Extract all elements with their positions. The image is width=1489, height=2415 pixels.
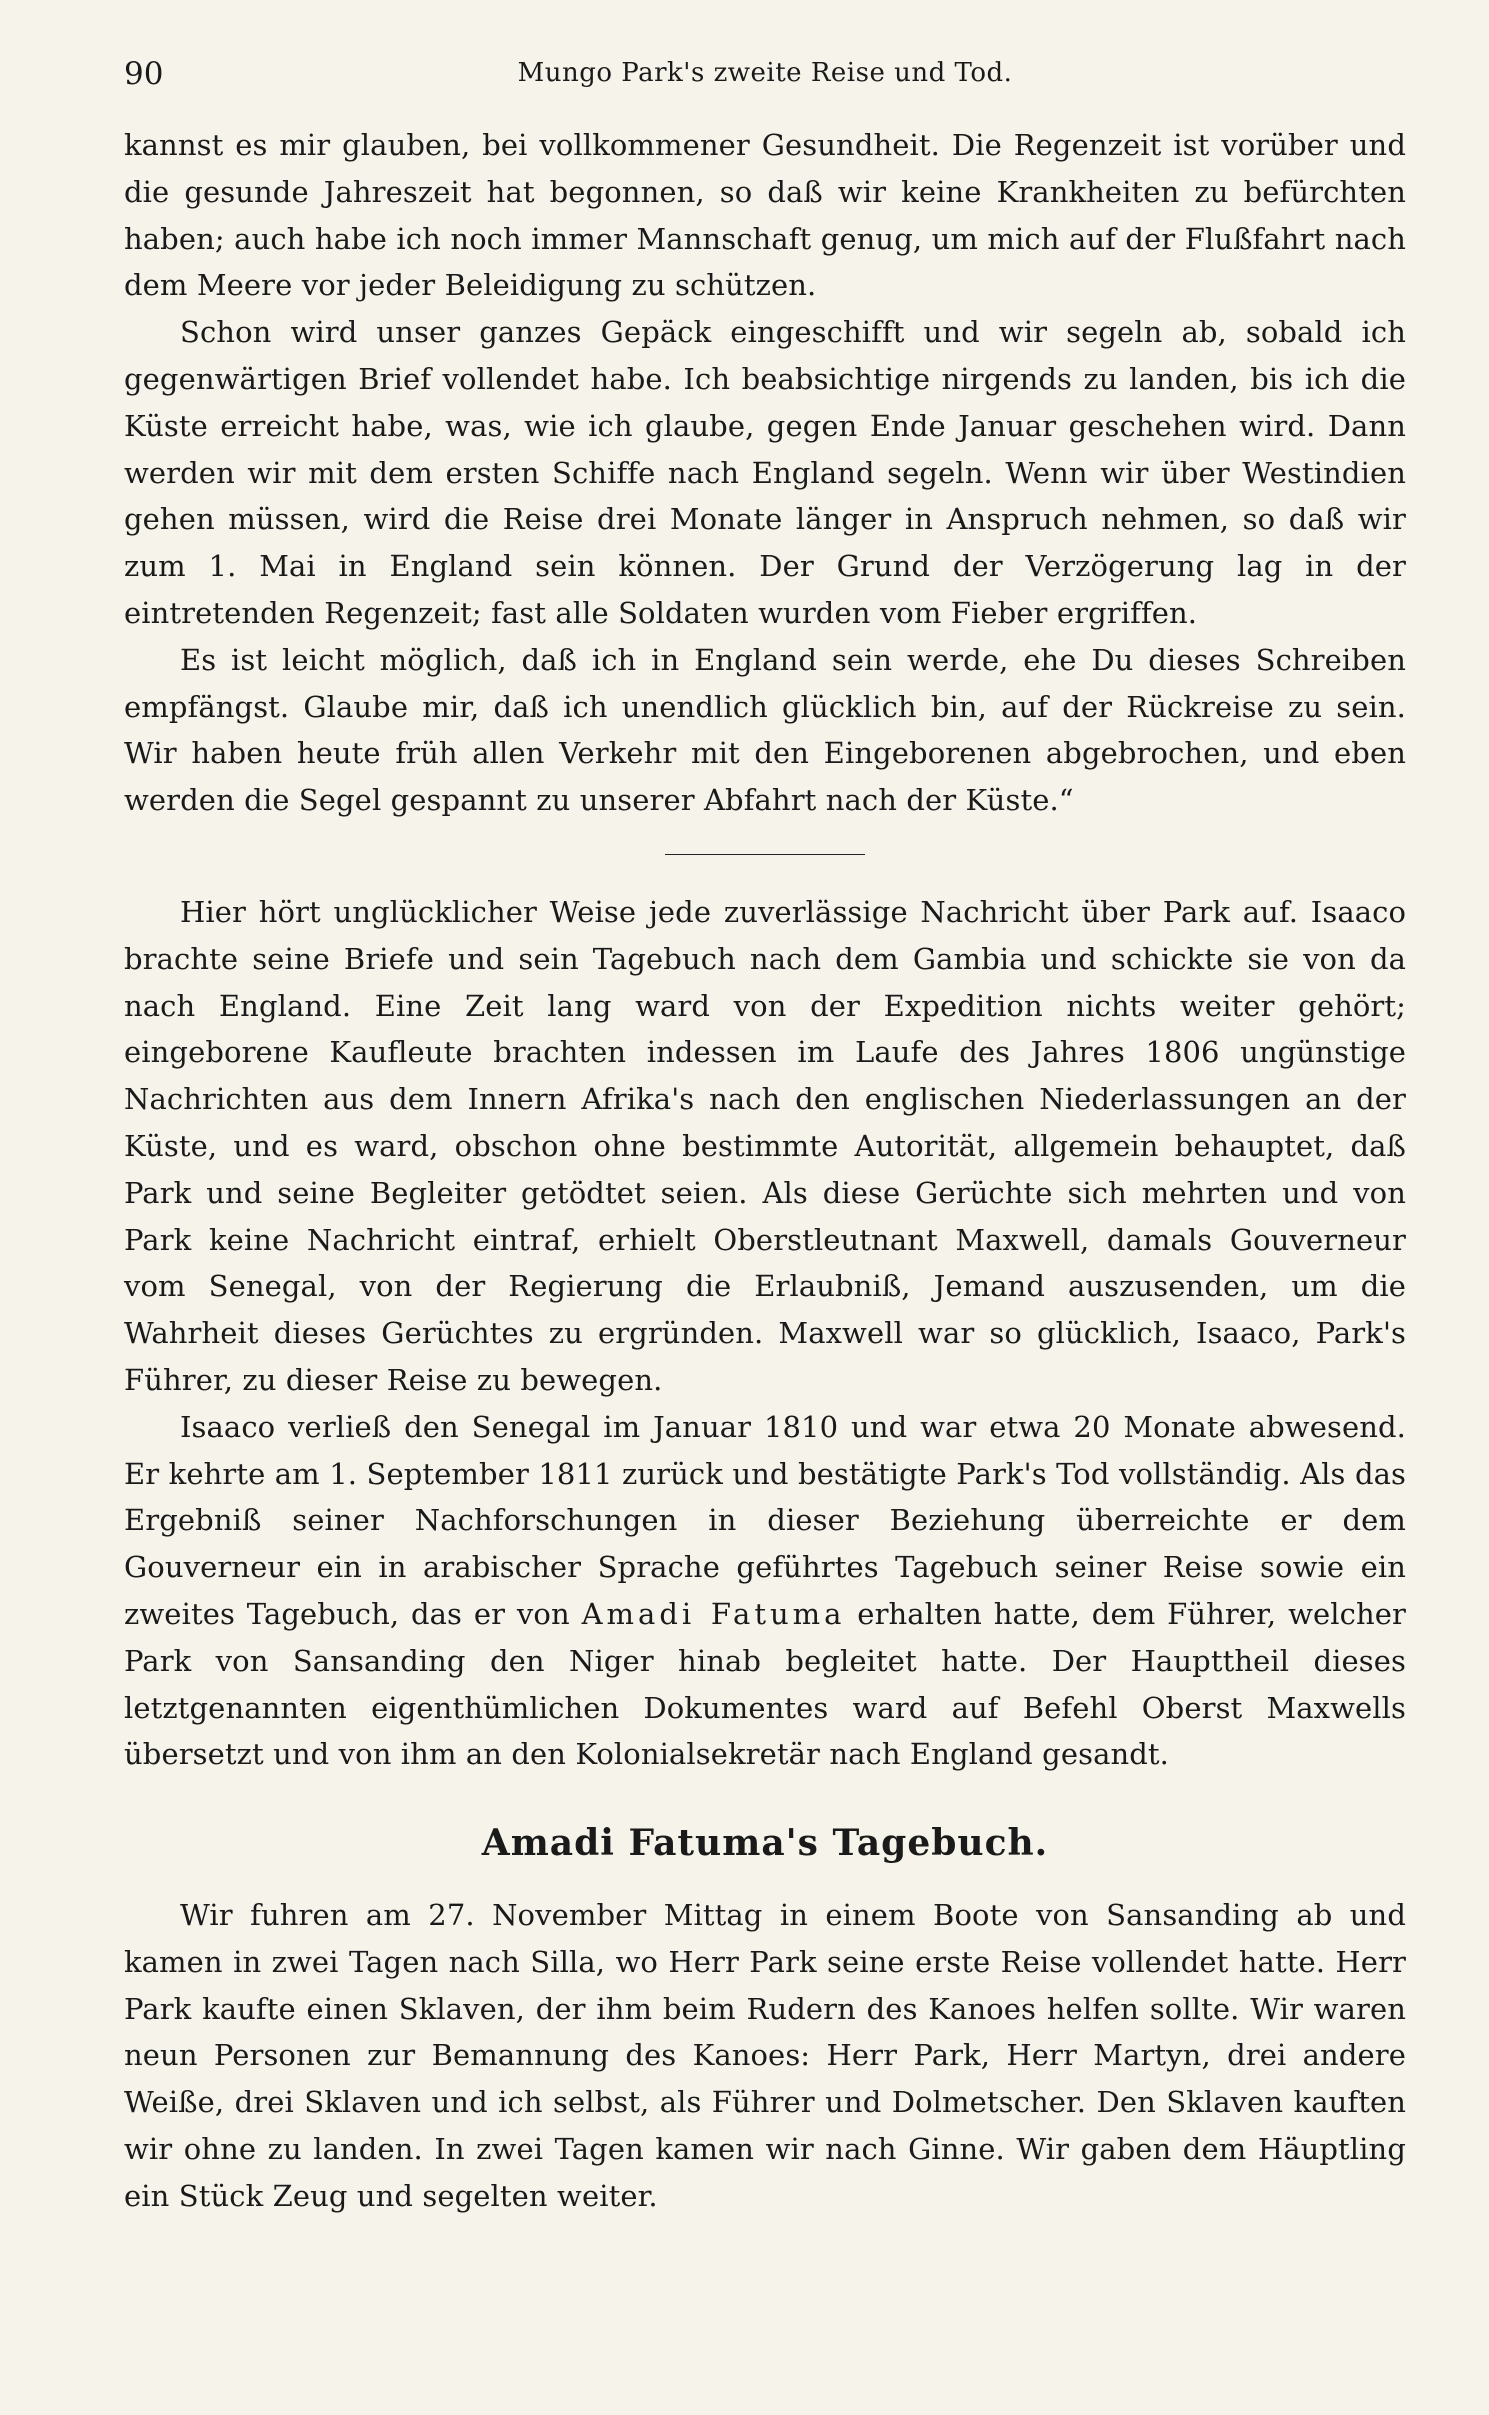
page-header	[124, 52, 1406, 100]
running-title: Mungo Park's zweite Reise und Tod.	[517, 58, 1013, 88]
book-page	[124, 52, 1406, 2220]
narrative-text-before-name: Isaaco verließ den Senegal im Januar 1810 und war etwa 20 Monate abwesend. Er kehrte am 1. September 1811 zurück und bestätigte Park's Tod vollständig. Als das Ergebniß seiner Nachforschungen in dieser Beziehung überreichte er dem Gouverneur ein in arabischer Sprache geführtes Tagebuch seiner Reise sowie ein zweites Tagebuch, das er von	[124, 1409, 1406, 1631]
journal-paragraph-1: Wir fuhren am 27. November Mittag in einem Boote von Sansanding ab und kamen in zwei Tagen nach Silla, wo Herr Park seine erste Reise vollendet hatte. Herr Park kaufte einen Sklaven, der ihm beim Rudern des Kanoes helfen sollte. Wir waren neun Personen zur Bemannung des Kanoes: Herr Park, Herr Martyn, drei andere Weiße, drei Sklaven und ich selbst, als Führer und Dolmetscher. Den Sklaven kauften wir ohne zu landen. In zwei Tagen kamen wir nach Ginne. Wir gaben dem Häuptling ein Stück Zeug und segelten weiter.	[124, 1898, 1406, 2213]
page-number: 90	[124, 56, 164, 92]
letter-paragraph-2: Schon wird unser ganzes Gepäck eingeschifft und wir segeln ab, sobald ich gegenwärtigen Brief vollendet habe. Ich beabsichtige nirgends zu landen, bis ich die Küste erreicht habe, was, wie ich glaube, gegen Ende Januar geschehen wird. Dann werden wir mit dem ersten Schiffe nach England segeln. Wenn wir über Westindien gehen müssen, wird die Reise drei Monate länger in Anspruch nehmen, so daß wir zum 1. Mai in England sein können. Der Grund der Verzögerung lag in der eintretenden Regenzeit; fast alle Soldaten wurden vom Fieber ergriffen.	[124, 315, 1406, 630]
narrative-paragraph-1: Hier hört unglücklicher Weise jede zuverlässige Nachricht über Park auf. Isaaco brachte seine Briefe und sein Tagebuch nach dem Gambia und schickte sie von da nach England. Eine Zeit lang ward von der Expedition nichts weiter gehört; eingeborene Kaufleute brachten indessen im Laufe des Jahres 1806 ungünstige Nachrichten aus dem Innern Afrika's nach den englischen Niederlassungen an der Küste, und es ward, obschon ohne bestimmte Autorität, allgemein behauptet, daß Park und seine Begleiter getödtet seien. Als diese Gerüchte sich mehrten und von Park keine Nachricht eintraf, erhielt Oberstleutnant Maxwell, damals Gouverneur vom Senegal, von der Regierung die Erlaubniß, Jemand auszusenden, um die Wahrheit dieses Gerüchtes zu ergründen. Maxwell war so glücklich, Isaaco, Park's Führer, zu dieser Reise zu bewegen.	[124, 894, 1406, 1397]
section-divider	[665, 854, 865, 855]
narrative-text-after-name: erhalten hatte, dem Führer, welcher Park von Sansanding den Niger hinab begleitet hatte. Der Haupttheil dieses letztgenannten eigenthümlichen Dokumentes ward auf Befehl Oberst Maxwells übersetzt und von ihm an den Kolonialsekretär nach England gesandt.	[124, 1596, 1406, 1772]
letter-paragraph-3: Es ist leicht möglich, daß ich in England sein werde, ehe Du dieses Schreiben empfängst. Glaube mir, daß ich unendlich glücklich bin, auf der Rückreise zu sein. Wir haben heute früh allen Verkehr mit den Eingeborenen abgebrochen, und eben werden die Segel gespannt zu unserer Abfahrt nach der Küste.“	[124, 642, 1406, 818]
letter-paragraph-1: kannst es mir glauben, bei vollkommener Gesundheit. Die Regenzeit ist vorüber und die gesunde Jahreszeit hat begonnen, so daß wir keine Krankheiten zu befürchten haben; auch habe ich noch immer Mannschaft genug, um mich auf der Flußfahrt nach dem Meere vor jeder Beleidigung zu schützen.	[124, 128, 1406, 303]
journal-heading: Amadi Fatuma's Tagebuch.	[481, 1822, 1049, 1865]
narrative-paragraph-2	[124, 1404, 1406, 1778]
guide-name: Amadi Fatuma	[581, 1596, 846, 1631]
